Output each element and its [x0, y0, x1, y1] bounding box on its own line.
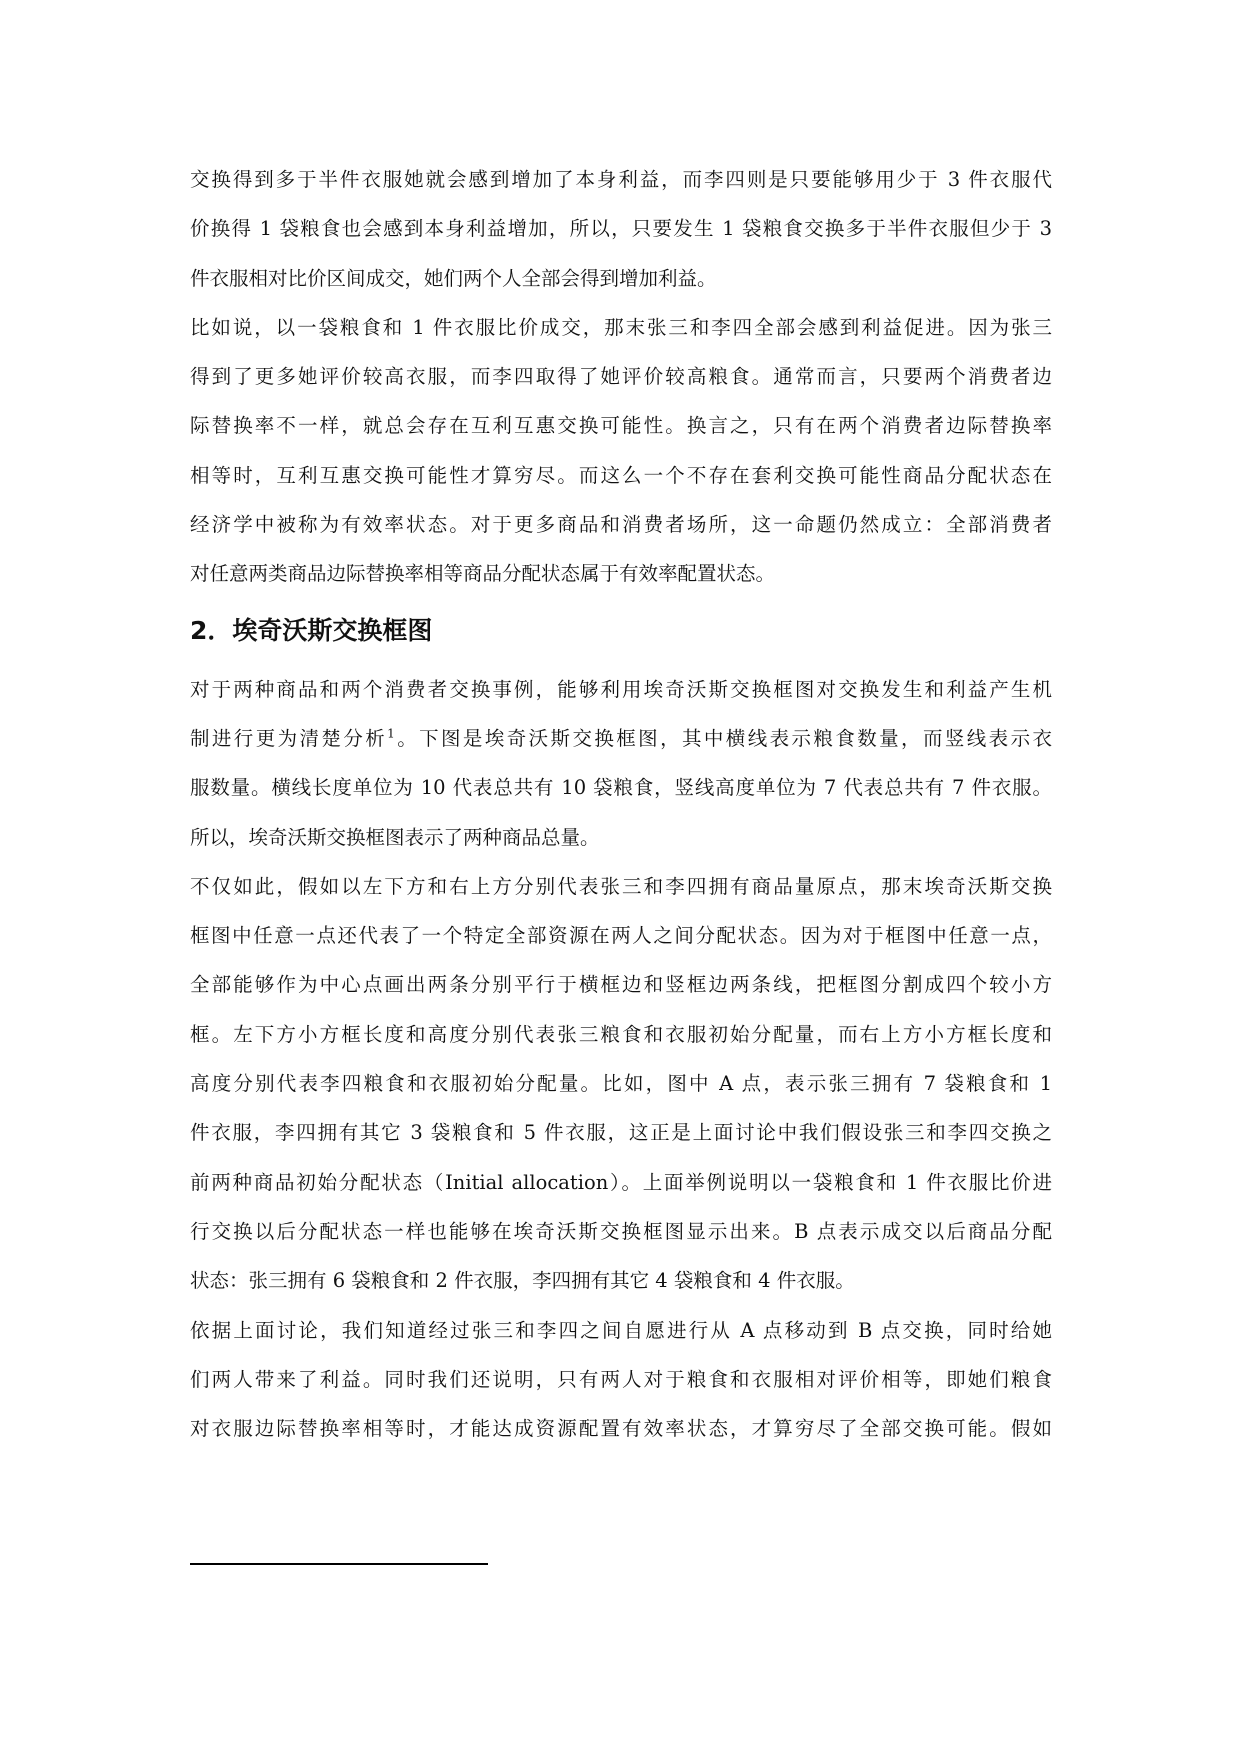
paragraph-5	[190, 1306, 1052, 1454]
text-line: 得到了更多她评价较高衣服，而李四取得了她评价较高粮食。通常而言，只要两个消费者边	[190, 365, 1052, 389]
text-line: 对任意两类商品边际替换率相等商品分配状态属于有效率配置状态。	[190, 562, 776, 586]
paragraph-1	[190, 155, 1052, 303]
footnote-separator	[190, 1563, 488, 1565]
paragraph-4	[190, 862, 1052, 1306]
text-line: 不仅如此，假如以左下方和右上方分别代表张三和李四拥有商品量原点，那末埃奇沃斯交换	[190, 874, 1052, 898]
text-line: 行交换以后分配状态一样也能够在埃奇沃斯交换框图显示出来。B 点表示成交以后商品分配	[190, 1219, 1052, 1243]
footnote-marker[interactable]: 1	[387, 726, 395, 741]
document-page	[190, 155, 1052, 1453]
text-line: 对于两种商品和两个消费者交换事例，能够利用埃奇沃斯交换框图对交换发生和利益产生机	[190, 677, 1052, 701]
text-line: 经济学中被称为有效率状态。对于更多商品和消费者场所，这一命题仍然成立：全部消费者	[190, 513, 1052, 537]
text-line: 交换得到多于半件衣服她就会感到增加了本身利益，而李四则是只要能够用少于 3 件衣服代	[190, 168, 1052, 191]
text-line: 件衣服，李四拥有其它 3 袋粮食和 5 件衣服，这正是上面讨论中我们假设张三和李四交换之	[190, 1121, 1052, 1145]
text-line: 框图中任意一点还代表了一个特定全部资源在两人之间分配状态。因为对于框图中任意一点，	[190, 924, 1052, 948]
text-line: 所以，埃奇沃斯交换框图表示了两种商品总量。	[190, 825, 600, 849]
text-line: 们两人带来了利益。同时我们还说明，只有两人对于粮食和衣服相对评价相等，即她们粮食	[190, 1367, 1052, 1391]
text-line: 全部能够作为中心点画出两条分别平行于横框边和竖框边两条线，把框图分割成四个较小方	[190, 973, 1052, 997]
text-line: 框。左下方小方框长度和高度分别代表张三粮食和衣服初始分配量，而右上方小方框长度和	[190, 1022, 1052, 1046]
text-line: 前两种商品初始分配状态（Initial allocation）。上面举例说明以一袋粮食和 1 件衣服比价进	[190, 1170, 1052, 1194]
paragraph-3	[190, 665, 1052, 862]
text-line: 价换得 1 袋粮食也会感到本身利益增加，所以，只要发生 1 袋粮食交换多于半件衣服但少于 3	[190, 217, 1052, 241]
text-line: 服数量。横线长度单位为 10 代表总共有 10 袋粮食，竖线高度单位为 7 代表总共有 7 件衣服。	[190, 776, 1052, 800]
text-line	[190, 714, 1052, 763]
text-line: 件衣服相对比价区间成交，她们两个人全部会得到增加利益。	[190, 266, 717, 290]
text-line: 对衣服边际替换率相等时，才能达成资源配置有效率状态，才算穷尽了全部交换可能。假如	[190, 1417, 1052, 1441]
text-line: 依据上面讨论，我们知道经过张三和李四之间自愿进行从 A 点移动到 B 点交换，同时给她	[190, 1318, 1052, 1342]
text-line: 相等时，互利互惠交换可能性才算穷尽。而这么一个不存在套利交换可能性商品分配状态在	[190, 463, 1052, 487]
text-line: 比如说，以一袋粮食和 1 件衣服比价成交，那末张三和李四全部会感到利益促进。因为张三	[190, 315, 1052, 339]
text-segment: 。下图是埃奇沃斯交换框图，其中横线表示粮食数量，而竖线表示衣	[394, 726, 1052, 750]
section-heading: 2．埃奇沃斯交换框图	[190, 615, 433, 645]
text-line: 际替换率不一样，就总会存在互利互惠交换可能性。换言之，只有在两个消费者边际替换率	[190, 414, 1052, 438]
text-line: 状态：张三拥有 6 袋粮食和 2 件衣服，李四拥有其它 4 袋粮食和 4 件衣服。	[190, 1269, 855, 1293]
text-segment: 制进行更为清楚分析	[190, 726, 388, 750]
text-line: 高度分别代表李四粮食和衣服初始分配量。比如，图中 A 点，表示张三拥有 7 袋粮食和 1	[190, 1072, 1052, 1096]
paragraph-2	[190, 303, 1052, 599]
